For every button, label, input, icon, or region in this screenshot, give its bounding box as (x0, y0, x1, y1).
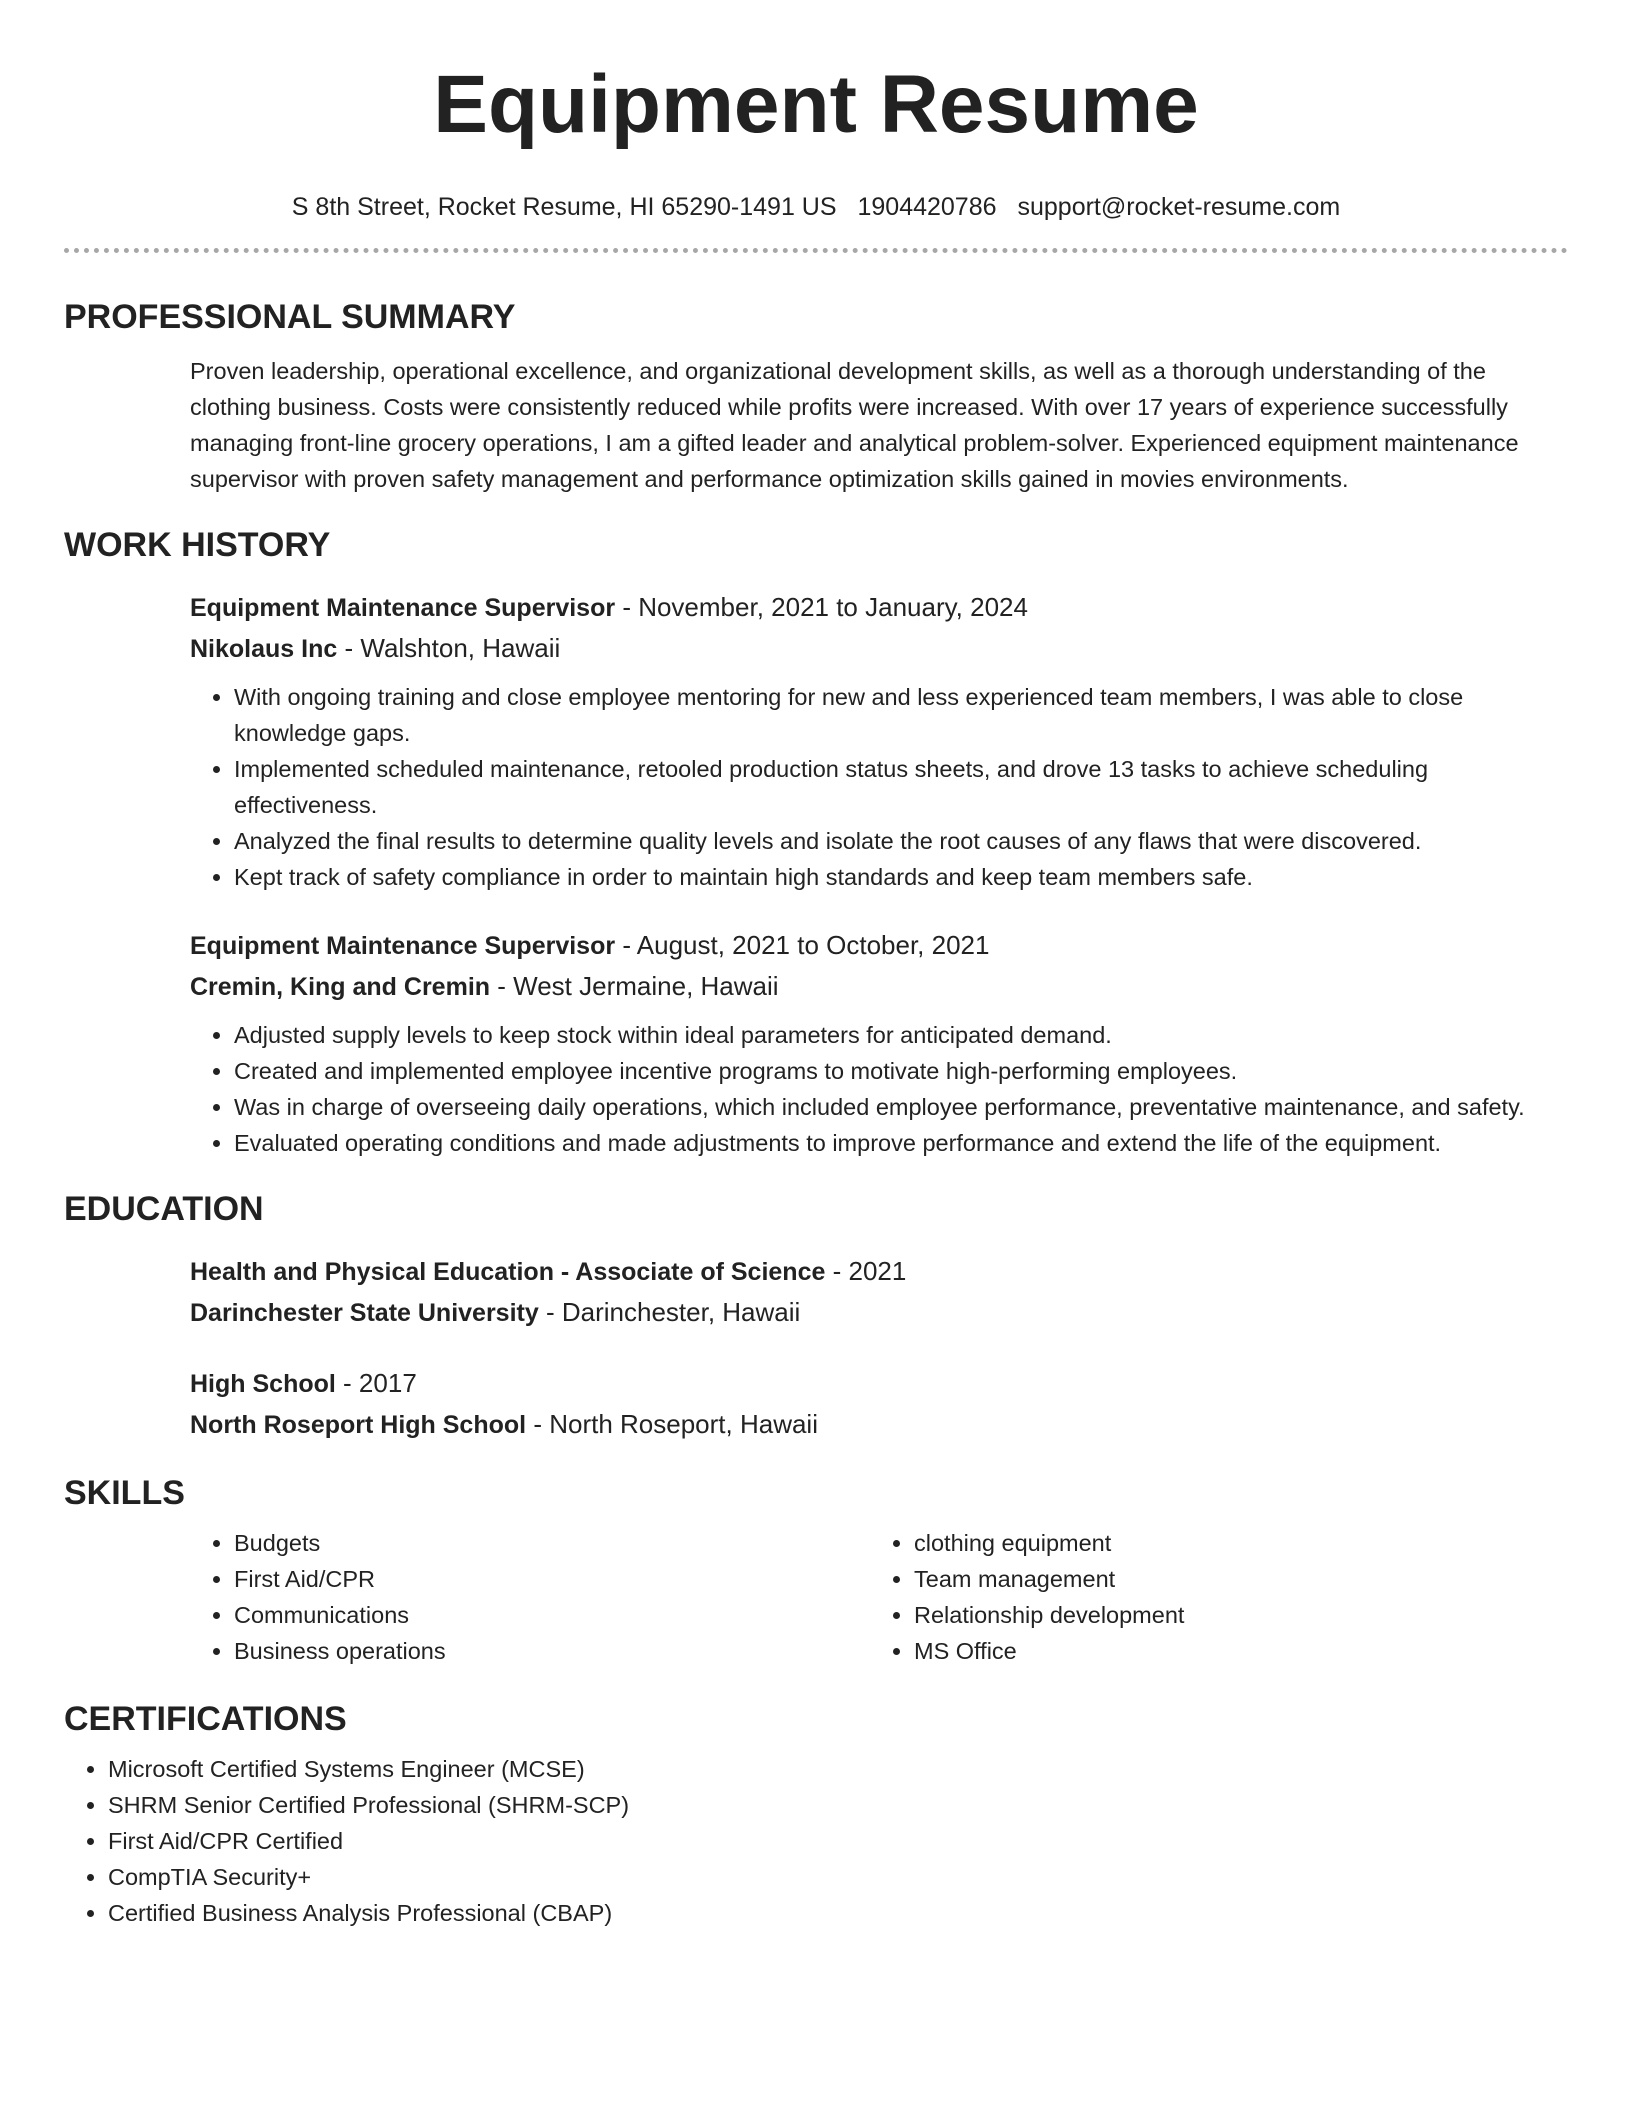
education-entry (190, 1251, 1568, 1333)
education-section (64, 1187, 1568, 1445)
contact-email: support@rocket-resume.com (1017, 193, 1341, 221)
education-degree: High School (190, 1370, 336, 1398)
work-section (64, 523, 1568, 1161)
list-item: • Certified Business Analysis Professional (CBAP) (108, 1895, 1568, 1931)
job-company: Nikolaus Inc (190, 635, 338, 663)
job-entry (190, 587, 1568, 895)
skills-section (64, 1471, 1568, 1669)
job-dates: - August, 2021 to October, 2021 (615, 930, 990, 960)
list-item: • Was in charge of overseeing daily operations, which included employee performance, preventative maintenance, and safety. (234, 1089, 1568, 1125)
skills-column-left (190, 1525, 870, 1669)
summary-section (64, 295, 1568, 497)
skills-grid (190, 1525, 1568, 1669)
list-item: • Communications (234, 1597, 870, 1633)
list-item: • MS Office (914, 1633, 1550, 1669)
contact-line (64, 188, 1568, 226)
list-item: • Implemented scheduled maintenance, retooled production status sheets, and drove 13 tasks to achieve scheduling effectiveness. (234, 751, 1568, 823)
education-location: - North Roseport, Hawaii (526, 1409, 818, 1439)
list-item: • Microsoft Certified Systems Engineer (MCSE) (108, 1751, 1568, 1787)
job-position: Equipment Maintenance Supervisor (190, 594, 616, 622)
job-company: Cremin, King and Cremin (190, 973, 491, 1001)
job-location: - West Jermaine, Hawaii (490, 971, 779, 1001)
list-item: • Budgets (234, 1525, 870, 1561)
summary-title: PROFESSIONAL SUMMARY (64, 298, 516, 336)
list-item: • Analyzed the final results to determine quality levels and isolate the root causes of any flaws that were discovered. (234, 823, 1568, 859)
certifications-title: CERTIFICATIONS (64, 1700, 347, 1738)
work-title: WORK HISTORY (64, 526, 331, 564)
certifications-list (64, 1751, 1568, 1931)
header-divider (64, 248, 1568, 253)
job-entry (190, 925, 1568, 1161)
skills-title: SKILLS (64, 1474, 185, 1512)
list-item: • First Aid/CPR Certified (108, 1823, 1568, 1859)
job-title-line (190, 587, 1568, 628)
education-location: - Darinchester, Hawaii (538, 1297, 801, 1327)
education-school-line (190, 1404, 1568, 1445)
education-degree-line (190, 1363, 1568, 1404)
education-school: Darinchester State University (190, 1299, 539, 1327)
certifications-section (64, 1697, 1568, 1931)
job-position: Equipment Maintenance Supervisor (190, 932, 616, 960)
job-dates: - November, 2021 to January, 2024 (615, 592, 1028, 622)
job-title-line (190, 925, 1568, 966)
summary-text: Proven leadership, operational excellence, and organizational development skills, as well as a thorough understanding of the clothing business. Costs were consistently reduced while profits were increased. With over 17 years of experience successfully managing front-line grocery operations, I am a gifted leader and analytical problem-solver. Experienced equipment maintenance supervisor with proven safety management and performance optimization skills gained in movies environments. (190, 358, 1519, 492)
list-item: • Team management (914, 1561, 1550, 1597)
skills-column-right (870, 1525, 1550, 1669)
list-item: • CompTIA Security+ (108, 1859, 1568, 1895)
job-location: - Walshton, Hawaii (337, 633, 561, 663)
job-company-line (190, 628, 1568, 669)
list-item: • With ongoing training and close employee mentoring for new and less experienced team members, I was able to close knowledge gaps. (234, 679, 1568, 751)
education-school-line (190, 1292, 1568, 1333)
education-title: EDUCATION (64, 1190, 264, 1228)
education-degree: Health and Physical Education - Associate of Science (190, 1258, 826, 1286)
list-item: • clothing equipment (914, 1525, 1550, 1561)
contact-address: S 8th Street, Rocket Resume, HI 65290-1491 US (291, 193, 837, 221)
list-item: • Created and implemented employee incentive programs to motivate high-performing employees. (234, 1053, 1568, 1089)
job-bullets (190, 1017, 1568, 1161)
education-degree-line (190, 1251, 1568, 1292)
education-school: North Roseport High School (190, 1411, 527, 1439)
list-item: • Kept track of safety compliance in order to maintain high standards and keep team members safe. (234, 859, 1568, 895)
contact-phone: 1904420786 (857, 193, 997, 221)
education-year: - 2021 (825, 1256, 907, 1286)
education-entry (190, 1363, 1568, 1445)
education-year: - 2017 (335, 1368, 417, 1398)
list-item: • Evaluated operating conditions and made adjustments to improve performance and extend the life of the equipment. (234, 1125, 1568, 1161)
resume-name: Equipment Resume (433, 59, 1199, 150)
job-bullets (190, 679, 1568, 895)
list-item: • Adjusted supply levels to keep stock within ideal parameters for anticipated demand. (234, 1017, 1568, 1053)
list-item: • First Aid/CPR (234, 1561, 870, 1597)
list-item: • Business operations (234, 1633, 870, 1669)
list-item: • SHRM Senior Certified Professional (SHRM-SCP) (108, 1787, 1568, 1823)
job-company-line (190, 966, 1568, 1007)
list-item: • Relationship development (914, 1597, 1550, 1633)
